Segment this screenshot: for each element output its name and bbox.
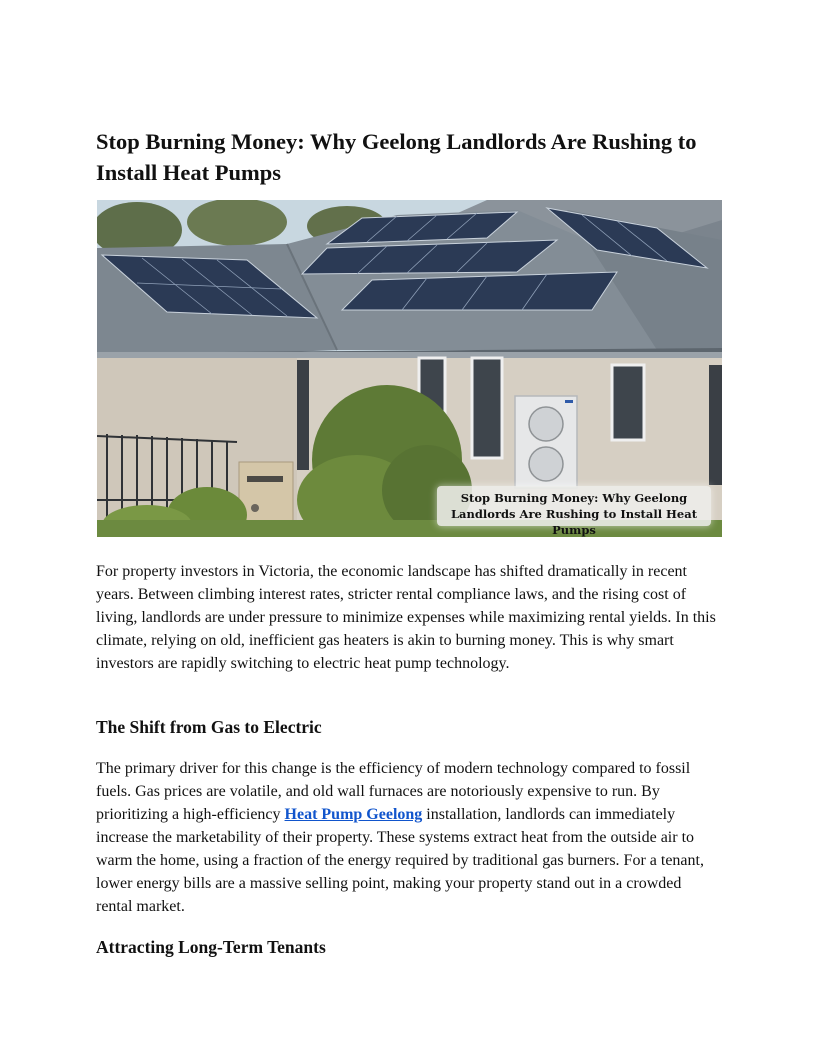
hero-caption-line2: Landlords Are Rushing to Install Heat Pumps xyxy=(450,507,698,537)
section-heading-tenants: Attracting Long-Term Tenants xyxy=(96,937,326,957)
heat-pump-geelong-link[interactable]: Heat Pump Geelong xyxy=(284,806,423,823)
section-heading-shift: The Shift from Gas to Electric xyxy=(96,717,322,737)
hero-caption-line1: Stop Burning Money: Why Geelong xyxy=(460,491,688,505)
hero-caption xyxy=(437,486,711,537)
hero-image xyxy=(97,200,722,537)
paragraph-text-after-link: installation, landlords can immediately increase the marketability of their property. These systems extract heat from the outside air to warm the home, using a fraction of the energy required by traditional gas burners. For a tenant, lower energy bills are a massive selling point, making your property stand out in a crowded rental market. xyxy=(96,806,704,915)
section-paragraph-shift xyxy=(96,757,720,918)
page-title: Stop Burning Money: Why Geelong Landlords Are Rushing to Install Heat Pumps xyxy=(96,129,697,185)
intro-paragraph: For property investors in Victoria, the economic landscape has shifted dramatically in recent years. Between climbing interest rates, stricter rental compliance laws, and the rising cost of living, landlords are under pressure to minimize expenses while maximizing rental yields. In this climate, relying on old, inefficient gas heaters is akin to burning money. This is why smart investors are rapidly switching to electric heat pump technology. xyxy=(96,563,716,672)
paragraph-text-before-link: The primary driver for this change is the efficiency of modern technology compared to fossil fuels. Gas prices are volatile, and old wall furnaces are notoriously expensive to run. By prioritizing a high-efficiency xyxy=(96,760,691,823)
